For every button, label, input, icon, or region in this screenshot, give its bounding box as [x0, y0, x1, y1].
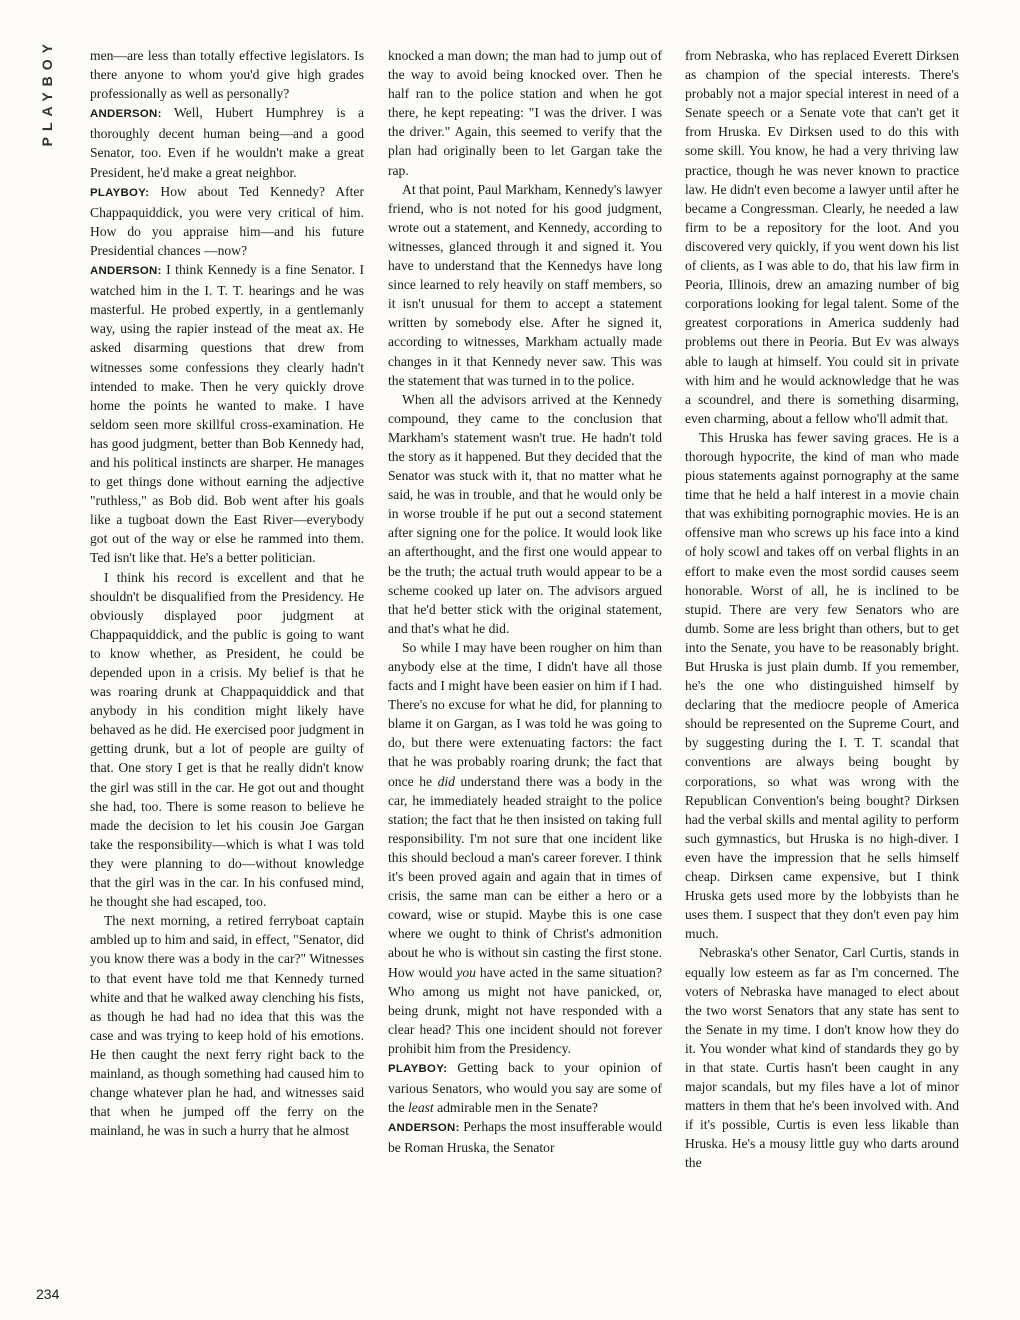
page-number: 234: [36, 1286, 60, 1302]
paragraph: [90, 568, 364, 912]
paragraph: [388, 390, 662, 638]
speaker-label: ANDERSON:: [388, 1122, 460, 1135]
paragraph: [388, 1117, 662, 1157]
paragraph: [685, 428, 959, 944]
text-column-3: [685, 46, 959, 1173]
paragraph-text: I think his record is excellent and that he shouldn't be disqualified from the Presidency. He obviously displayed poor judgment at Chappaquiddick, and the public is going to want to know whether, as President, he could be depended upon in a crisis. My belief is that he was roaring drunk at Chappaquiddick and that anybody in his condition might likely have behaved as he did. He exercised poor judgment in getting drunk, but a lot of people are guilty of that. One story I get is that he really didn't know the girl was still in the car. He got out and thought she had, too. There is some reason to believe he made the decision to let his cousin Joe Gargan take the responsibility—which is what I was told they were planning to do—without knowledge that the girl was in the car. In his confused mind, he thought she had escaped, too.: [90, 569, 364, 910]
speaker-label: ANDERSON:: [90, 108, 162, 121]
paragraph: [90, 182, 364, 260]
paragraph-text: men—are less than totally effective legislators. Is there anyone to whom you'd give high grades professionally as well as personally?: [90, 48, 364, 102]
speaker-label: PLAYBOY:: [90, 186, 150, 199]
speaker-label: PLAYBOY:: [388, 1062, 448, 1075]
paragraph-text: Perhaps the most insufferable would be Roman Hruska, the Senator: [388, 1119, 662, 1156]
speaker-label: ANDERSON:: [90, 265, 162, 278]
paragraph: [685, 943, 959, 1172]
paragraph-text: Nebraska's other Senator, Carl Curtis, stands in equally low esteem as far as I'm concerned. The voters of Nebraska have managed to elect about the two worst Senators that any state has sent to the Senate in my time. I don't know how they do it. You wonder what kind of standards they go by in that state. Curtis hasn't been caught in any major scandals, but my files have a lot of minor matters in them that he's been involved with. And if it's possible, Curtis is even less likable than Hruska. He's a mousy little guy who darts around the: [685, 945, 959, 1171]
text-column-1: [90, 46, 364, 1140]
paragraph: [685, 46, 959, 428]
text-column-2: [388, 46, 662, 1157]
paragraph-text: from Nebraska, who has replaced Everett Dirksen as champion of the special interests. There's probably not a major special interest in need of a Senate speech or a Senate vote that can't get it from Hruska. Ev Dirksen used to do this with some skill. You know, he had a very thriving law practice, though he was never known to practice law. He didn't even become a lawyer until after he became a Congressman. Clearly, he needed a law firm to be a repository for the loot. And you discovered very quickly, if you went down his list of clients, as I was able to do, that his law firm in Peoria, Illinois, drew an amazing number of big corporations looking for legal talent. Some of the greatest corporations in America suddenly had problems out there in Peoria. But Ev was always able to laugh at himself. You could sit in private with him and he would acknowledge that he was a scoundrel, and there is something disarming, even charming, about a fellow who'll admit that.: [685, 48, 959, 426]
paragraph-text: Getting back to your opinion of various Senators, who would you say are some of the least admirable men in the Senate?: [388, 1059, 662, 1116]
paragraph: [388, 1058, 662, 1117]
paragraph-text: This Hruska has fewer saving graces. He is a thorough hypocrite, the kind of man who made pious statements against pornography at the same time that he held a half interest in a movie chain that was exhibiting pornographic movies. He is an offensive man who screws up his face into a kind of holy scowl and takes off on verbal flights in an effort to make even the most sordid causes seem honorable. Worst of all, he is inclined to be stupid. There are very few Senators who are dumb. Some are less bright than others, but to get into the Senate, you have to be reasonably bright. But Hruska is just plain dumb. If you remember, he's the one who distinguished himself by declaring that the mediocre people of America should be represented on the Supreme Court, and by suggesting during the I. T. T. scandal that conventions are always being bought by corporations, so what was wrong with the Republican Convention's being bought? Dirksen had the verbal skills and mental agility to perform such gymnastics, but Hruska is no high-diver. I even have the impression that he sells himself cheap. Dirksen came expensive, but I think Hruska gets used more by the lobbyists than he uses them. I suspect that they don't even pay him much.: [685, 429, 959, 942]
paragraph: [90, 103, 364, 181]
paragraph: [90, 911, 364, 1140]
paragraph-text: So while I may have been rougher on him than anybody else at the time, I didn't have all those facts and I might have been easier on him if I had. There's no excuse for what he did, for planning to blame it on Gargan, as I was told he was going to do, but there were extenuating factors: the fact that he was probably roaring drunk; the fact that once he did understand there was a body in the car, he immediately headed straight to the police station; the fact that he then insisted on taking full responsibility. I'm not sure that one incident like this should becloud a man's career forever. I think it's been proved again and again that in times of crisis, the same man can be either a hero or a coward, wise or stupid. Maybe this is one case where we ought to think of Christ's admonition about he who is without sin casting the first stone. How would you have acted in the same situation? Who among us might not have panicked, or, being drunk, might not have responded with a clear head? This one incident should not forever prohibit him from the Presidency.: [388, 639, 662, 1056]
paragraph-text: I think Kennedy is a fine Senator. I watched him in the I. T. T. hearings and he was masterful. He probed expertly, in a gentlemanly way, using the rapier instead of the meat ax. He asked disarming questions that drew from witnesses some confessions they clearly hadn't intended to make. Then he very quickly drove home the points he wanted to make. I have seldom seen more skillful cross-examination. He has good judgment, better than Bob Kennedy had, and his political instincts are sharper. He manages to get things done without earning the adjective "ruthless," as Bob did. Bob went after his goals like a tugboat down the East River—everybody got out of the way or else he rammed into them. Ted isn't like that. He's a better politician.: [90, 262, 364, 566]
paragraph-text: How about Ted Kennedy? After Chappaquiddick, you were very critical of him. How do you appraise him—and his future Presidential chances —now?: [90, 183, 364, 258]
paragraph-text: Well, Hubert Humphrey is a thoroughly decent human being—and a good Senator, too. Even if he wouldn't make a great President, he'd make a great neighbor.: [90, 105, 364, 180]
paragraph-text: When all the advisors arrived at the Kennedy compound, they came to the conclusion that Markham's statement wasn't true. He hadn't told the story as it happened. But they decided that the Senator was stuck with it, that no matter what he said, he was in trouble, and that he would only be in worse trouble if he put out a second statement after signing one for the police. It would look like an afterthought, and the first one would appear to be the truth; the actual truth would appear to be a scheme cooked up later on. The advisors argued that he'd better stick with the original statement, and that's what he did.: [388, 391, 662, 636]
paragraph: [388, 180, 662, 390]
paragraph: [90, 46, 364, 103]
paragraph-text: The next morning, a retired ferryboat captain ambled up to him and said, in effect, "Senator, did you know there was a body in the car?" Witnesses to that event have told me that Kennedy turned white and that he walked away clenching his fists, as though he had had no idea that this was the case and was trying to keep hold of his emotions. He then caught the next ferry right back to the mainland, as though something had caused him to change whatever plan he had, and witnesses said that when he jumped off the ferry on the mainland, he was in such a hurry that he almost: [90, 913, 364, 1139]
paragraph: [388, 638, 662, 1058]
magazine-title: PLAYBOY: [39, 38, 55, 147]
paragraph-text: At that point, Paul Markham, Kennedy's lawyer friend, who is not noted for his good judgment, wrote out a statement, and Kennedy, according to witnesses, glanced through it and signed it. You have to understand that the Kennedys have long since learned to rely heavily on staff members, so it isn't unusual for them to accept a statement written by somebody else. After he signed it, according to witnesses, Markham actually made changes in it that Kennedy never saw. This was the statement that was turned in to the police.: [388, 181, 662, 388]
paragraph: [90, 260, 364, 568]
paragraph-text: knocked a man down; the man had to jump out of the way to avoid being knocked over. Then he half ran to the police station and when he got there, he kept repeating: "I was the driver. I was the driver." Again, this seemed to verify that the plan had originally been to let Gargan take the rap.: [388, 48, 662, 178]
paragraph: [388, 46, 662, 180]
